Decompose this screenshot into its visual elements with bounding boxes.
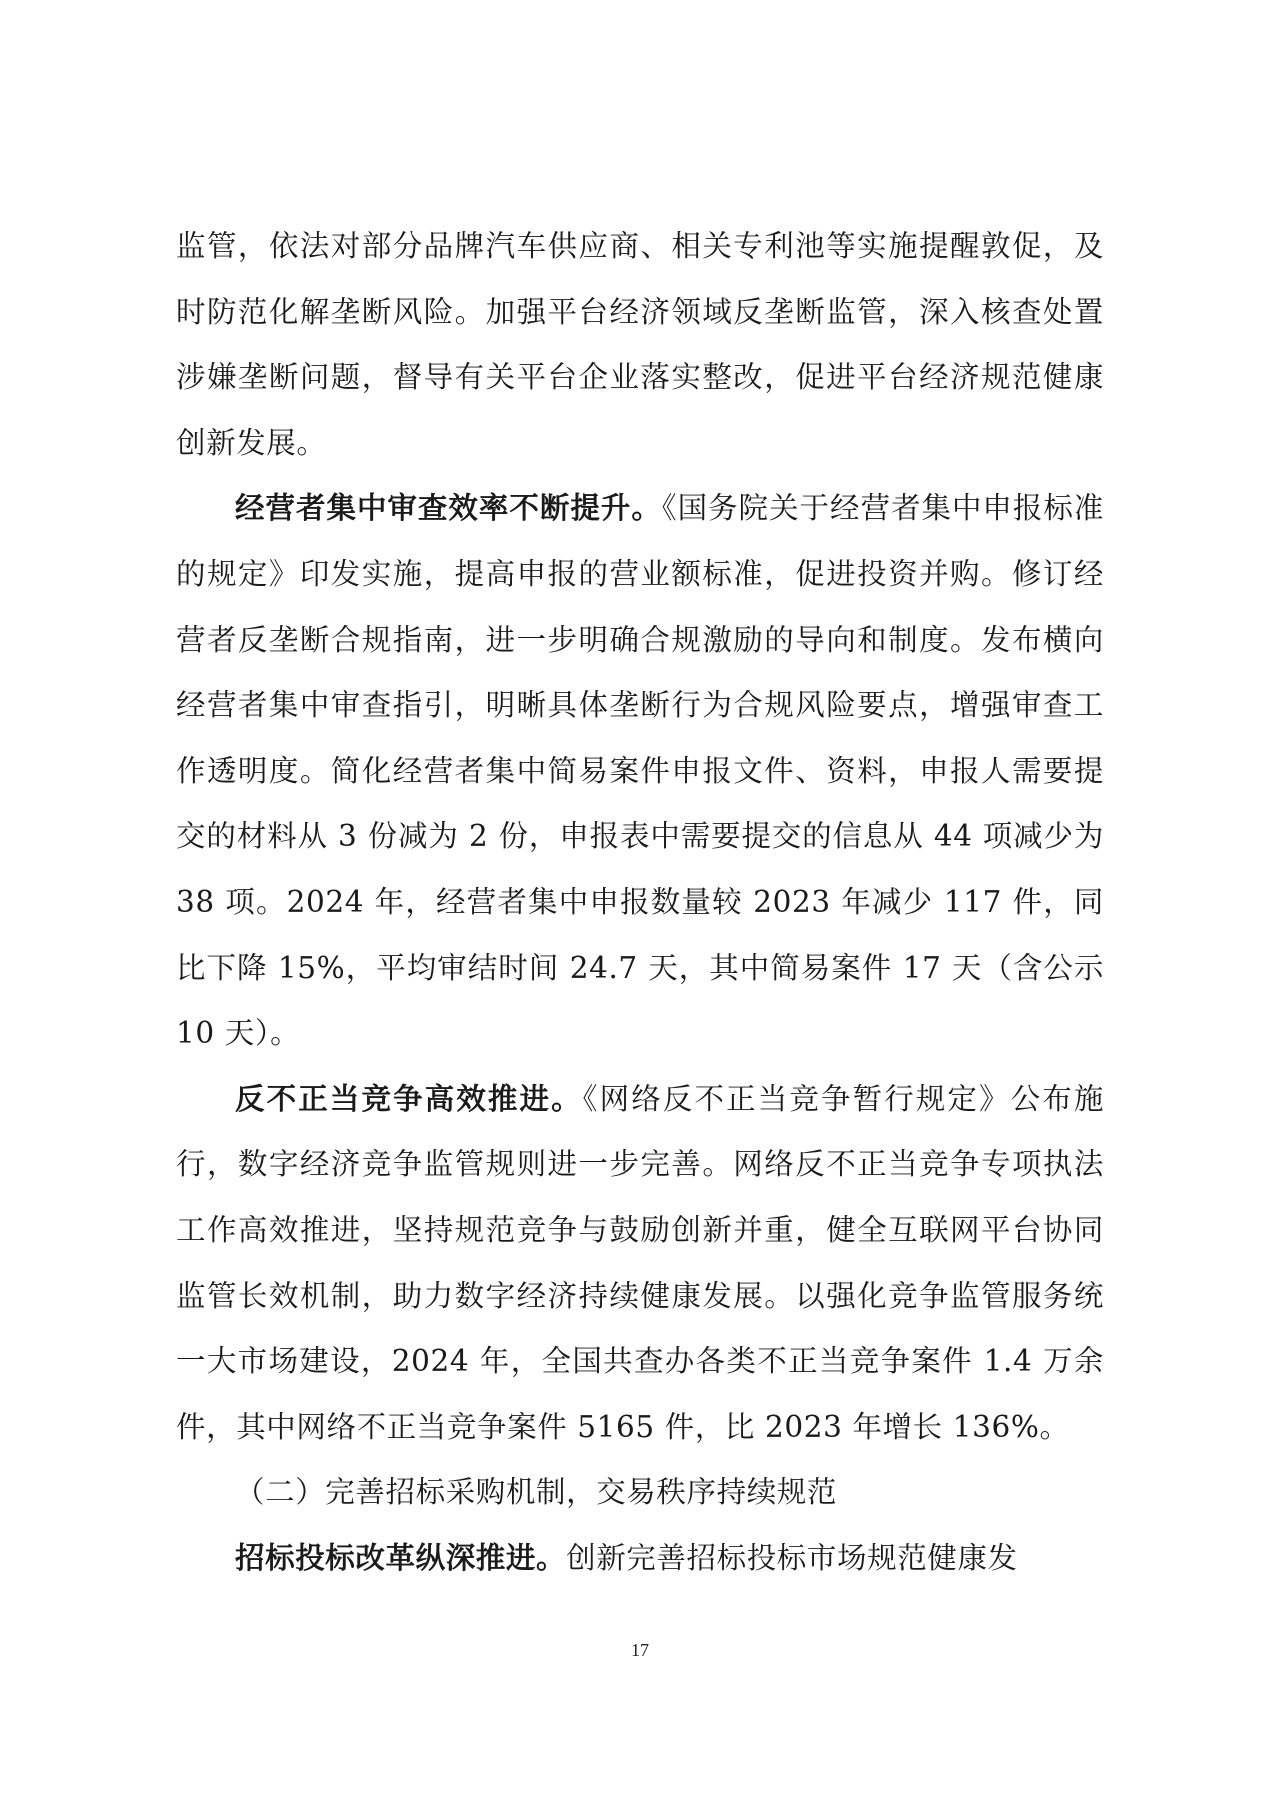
paragraph-lead: 反不正当竞争高效推进。 bbox=[235, 1081, 583, 1116]
paragraph-text: 创新完善招标投标市场规范健康发 bbox=[566, 1540, 1018, 1575]
page-body bbox=[176, 214, 1104, 1591]
paragraph-continued-regulation bbox=[176, 214, 1104, 476]
paragraph-text: 监管，依法对部分品牌汽车供应商、相关专利池等实施提醒敦促，及时防范化解垄断风险。加强平台经济领域反垄断监管，深入核查处置涉嫌垄断问题，督导有关平台企业落实整改，促进平台经济规范健康创新发展。 bbox=[176, 229, 1104, 460]
section-subheading: （二）完善招标采购机制，交易秩序持续规范 bbox=[235, 1475, 838, 1510]
paragraph-text: 《国务院关于经营者集中申报标准的规定》印发实施，提高申报的营业额标准，促进投资并购。修订经营者反垄断合规指南，进一步明确合规激励的导向和制度。发布横向经营者集中审查指引，明晰具体垄断行为合规风险要点，增强审查工作透明度。简化经营者集中简易案件申报文件、资料，申报人需要提交的材料从 3 份减为 2 份，申报表中需要提交的信息从 44 项减少为 38 项。2024 年，经营者集中申报数量较 2023 年减少 117 件，同比下降 15%，平均审结时间 24.7 天，其中简易案件 17 天（含公示 10 天）。 bbox=[176, 491, 1104, 1051]
paragraph-lead: 招标投标改革纵深推进。 bbox=[235, 1540, 567, 1575]
paragraph-text: 《网络反不正当竞争暂行规定》公布施行，数字经济竞争监管规则进一步完善。网络反不正当竞争专项执法工作高效推进，坚持规范竞争与鼓励创新并重，健全互联网平台协同监管长效机制，助力数字经济持续健康发展。以强化竞争监管服务统一大市场建设，2024 年，全国共查办各类不正当竞争案件 1.4 万余件，其中网络不正当竞争案件 5165 件，比 2023 年增长 136%。 bbox=[176, 1081, 1104, 1444]
paragraph-bidding-reform bbox=[176, 1526, 1104, 1592]
page-number: 17 bbox=[631, 1640, 649, 1660]
paragraph-unfair-competition bbox=[176, 1067, 1104, 1461]
paragraph-lead: 经营者集中审查效率不断提升。 bbox=[235, 491, 662, 526]
paragraph-merger-review bbox=[176, 476, 1104, 1066]
